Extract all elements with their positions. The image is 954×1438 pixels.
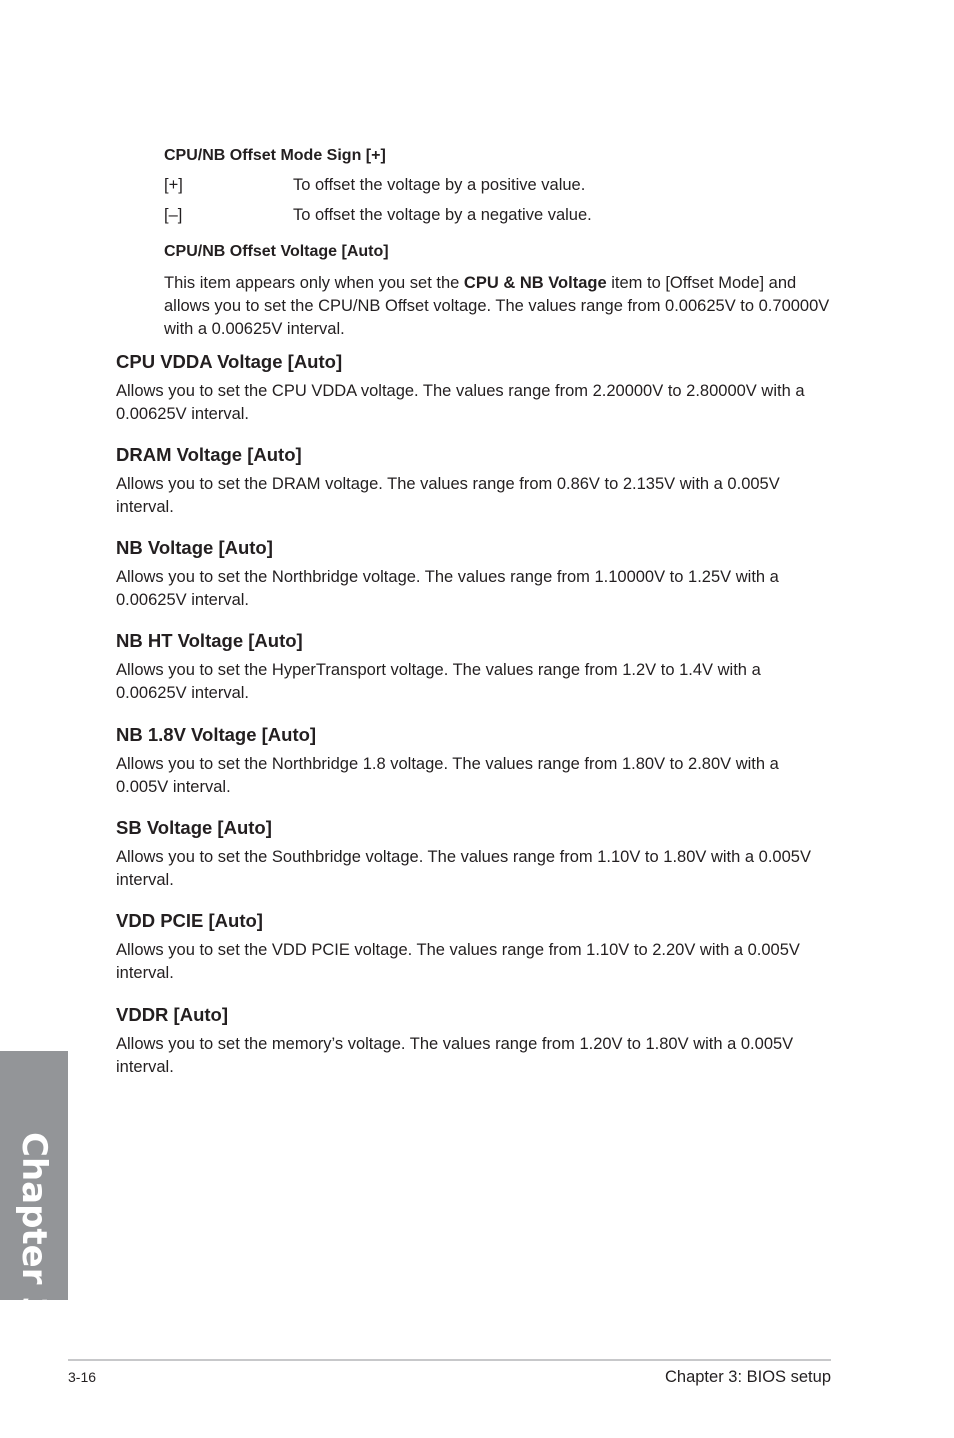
section-body: Allows you to set the Southbridge voltage. The values range from 1.10V to 1.80V with a 0.005V interval. — [116, 848, 811, 889]
section-heading: SB Voltage [Auto] — [116, 817, 272, 838]
chapter-tab-label: Chapter 3 — [14, 1131, 54, 1321]
bold-item-name: CPU & NB Voltage — [463, 274, 607, 292]
footer-divider — [68, 1359, 831, 1361]
section-body: Allows you to set the Northbridge 1.8 voltage. The values range from 1.80V to 2.80V with a 0.005V interval. — [116, 755, 779, 796]
section-nb-voltage — [116, 536, 834, 612]
section-body: Allows you to set the Northbridge voltage. The values range from 1.10000V to 1.25V with a 0.00625V interval. — [116, 568, 779, 609]
section-body: Allows you to set the HyperTransport voltage. The values range from 1.2V to 1.4V with a 0.00625V interval. — [116, 661, 761, 702]
section-dram-voltage — [116, 443, 834, 519]
section-body: Allows you to set the CPU VDDA voltage. The values range from 2.20000V to 2.80000V with a 0.00625V interval. — [116, 382, 805, 423]
section-heading: DRAM Voltage [Auto] — [116, 444, 302, 465]
section-heading: NB HT Voltage [Auto] — [116, 630, 303, 651]
section-body: Allows you to set the DRAM voltage. The values range from 0.86V to 2.135V with a 0.005V interval. — [116, 475, 780, 516]
section-heading: VDDR [Auto] — [116, 1004, 229, 1025]
option-key: [–] — [164, 206, 183, 224]
option-description: To offset the voltage by a positive value. — [293, 176, 586, 194]
section-heading: NB 1.8V Voltage [Auto] — [116, 724, 317, 745]
section-heading: VDD PCIE [Auto] — [116, 910, 263, 931]
offset-sign-heading: CPU/NB Offset Mode Sign [+] — [164, 147, 386, 164]
section-vddr — [116, 1003, 834, 1079]
section-heading: CPU VDDA Voltage [Auto] — [116, 351, 343, 372]
offset-voltage-heading: CPU/NB Offset Voltage [Auto] — [164, 243, 389, 260]
option-description: To offset the voltage by a negative value. — [293, 206, 592, 224]
chapter-side-tab — [0, 1051, 68, 1321]
page-number: 3-16 — [68, 1369, 97, 1385]
section-cpu-vdda-voltage — [116, 350, 834, 426]
section-body: Allows you to set the memory’s voltage. The values range from 1.20V to 1.80V with a 0.005V interval. — [116, 1035, 794, 1076]
section-heading: NB Voltage [Auto] — [116, 537, 273, 558]
section-vdd-pcie — [116, 909, 834, 985]
section-body: Allows you to set the VDD PCIE voltage. The values range from 1.10V to 2.20V with a 0.005V interval. — [116, 941, 800, 982]
section-sb-voltage — [116, 816, 834, 892]
footer-chapter-title: Chapter 3: BIOS setup — [664, 1368, 831, 1386]
option-key: [+] — [164, 176, 183, 194]
section-nb-1-8v-voltage — [116, 723, 834, 799]
section-nb-ht-voltage — [116, 629, 834, 705]
offset-voltage-description: This item appears only when you set the CPU & NB Voltage item to [Offset Mode] and allows you to set the CPU/NB Offset voltage. The values range from 0.00625V to 0.70000V with a 0.00625V interval. — [164, 274, 830, 338]
